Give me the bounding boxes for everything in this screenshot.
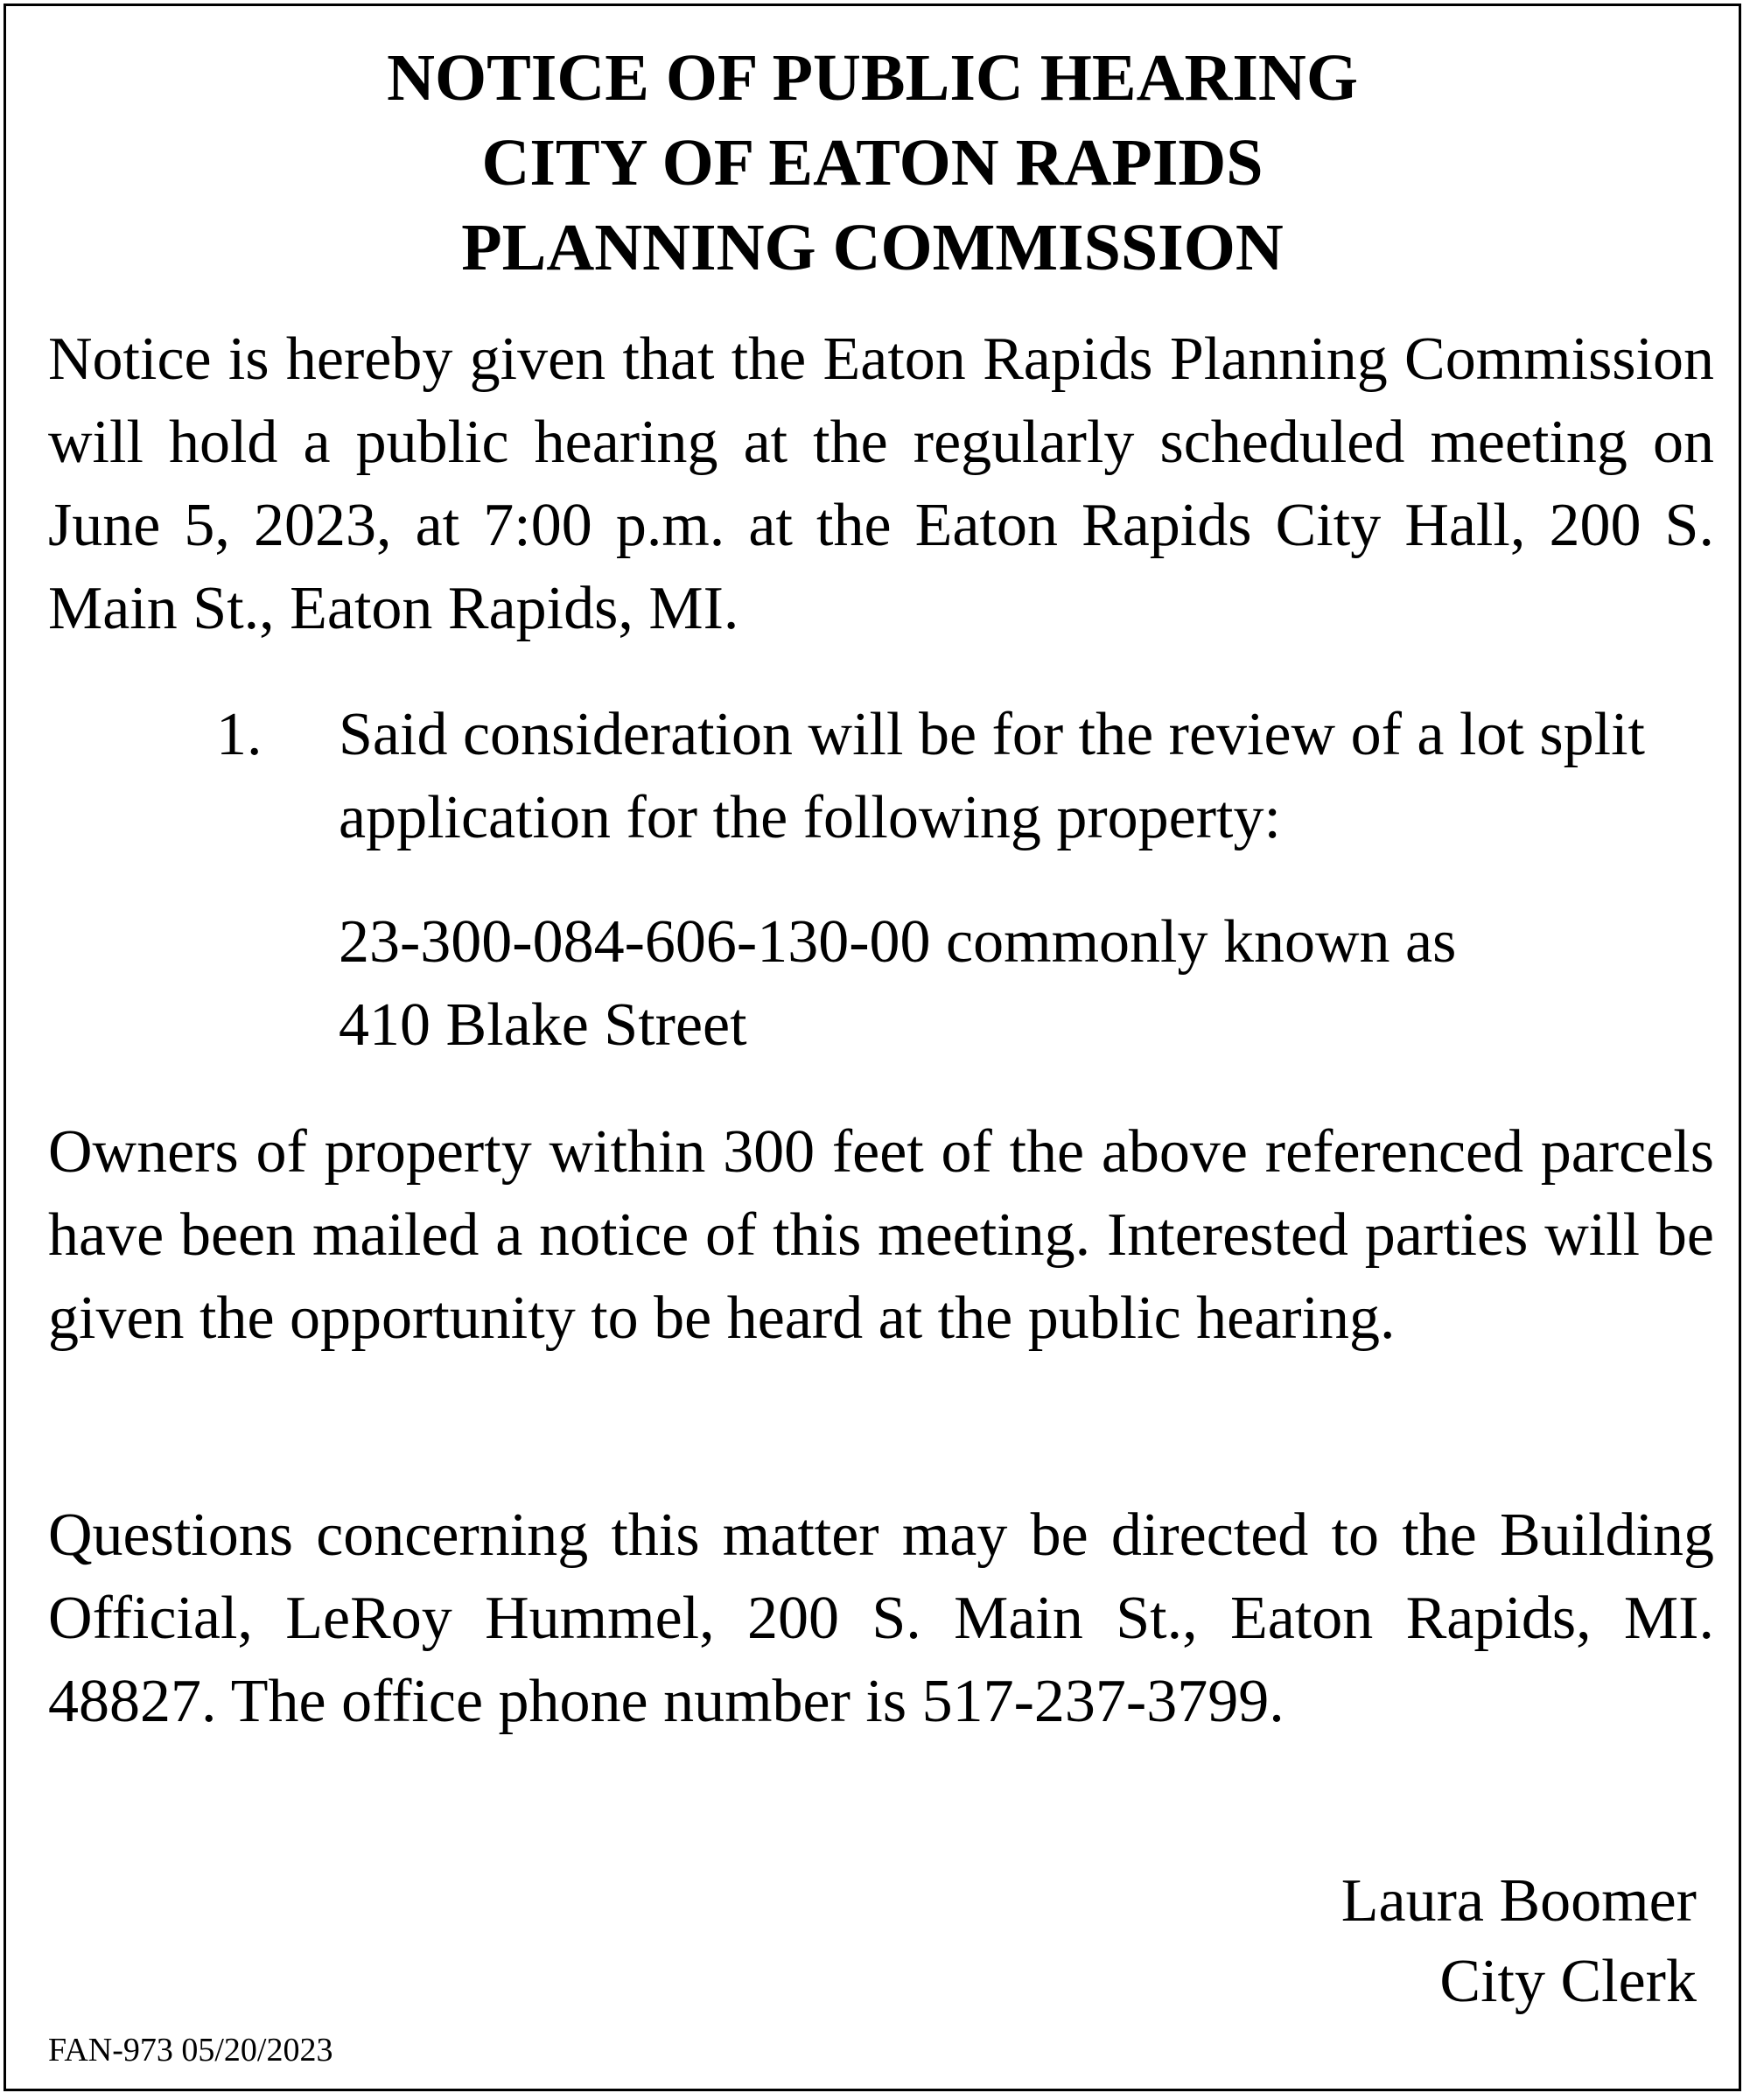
owners-paragraph: Owners of property within 300 feet of the above referenced parcels have been mailed a notice of this meeting. Interested parties will be given the opportunity to be heard at the public hearing. [48,1118,1714,1352]
intro-paragraph: Notice is hereby given that the Eaton Rapids Planning Commission will hold a public hearing at the regularly scheduled meeting on June 5, 2023, at 7:00 p.m. at the Eaton Rapids City Hall, 200 S. Main St., Eaton Rapids, MI. [48,326,1714,642]
signer-title: City Clerk [1439,1948,1697,2015]
title-line-1: NOTICE OF PUBLIC HEARING [387,41,1358,115]
signature-block [1341,1861,1697,2022]
list-item-text: Said consideration will be for the review of a lot split application for the following property: [339,701,1645,851]
ad-code: FAN-973 05/20/2023 [48,2032,333,2068]
list-item-number: 1. [216,701,262,768]
title-line-3: PLANNING COMMISSION [461,211,1284,284]
parcel-address: 410 Blake Street [339,991,747,1059]
public-notice [4,4,1741,2091]
notice-title [6,36,1739,290]
signer-name: Laura Boomer [1340,1867,1697,1935]
parcel-info [339,900,1704,1067]
parcel-number: 23-300-084-606-130-00 commonly known as [339,908,1457,976]
title-line-2: CITY OF EATON RAPIDS [481,126,1264,200]
questions-paragraph: Questions concerning this matter may be directed to the Building Official, LeRoy Hummel, 200 S. Main St., Eaton Rapids, MI. 48827. The office phone number is 517-237-3799. [48,1502,1714,1735]
